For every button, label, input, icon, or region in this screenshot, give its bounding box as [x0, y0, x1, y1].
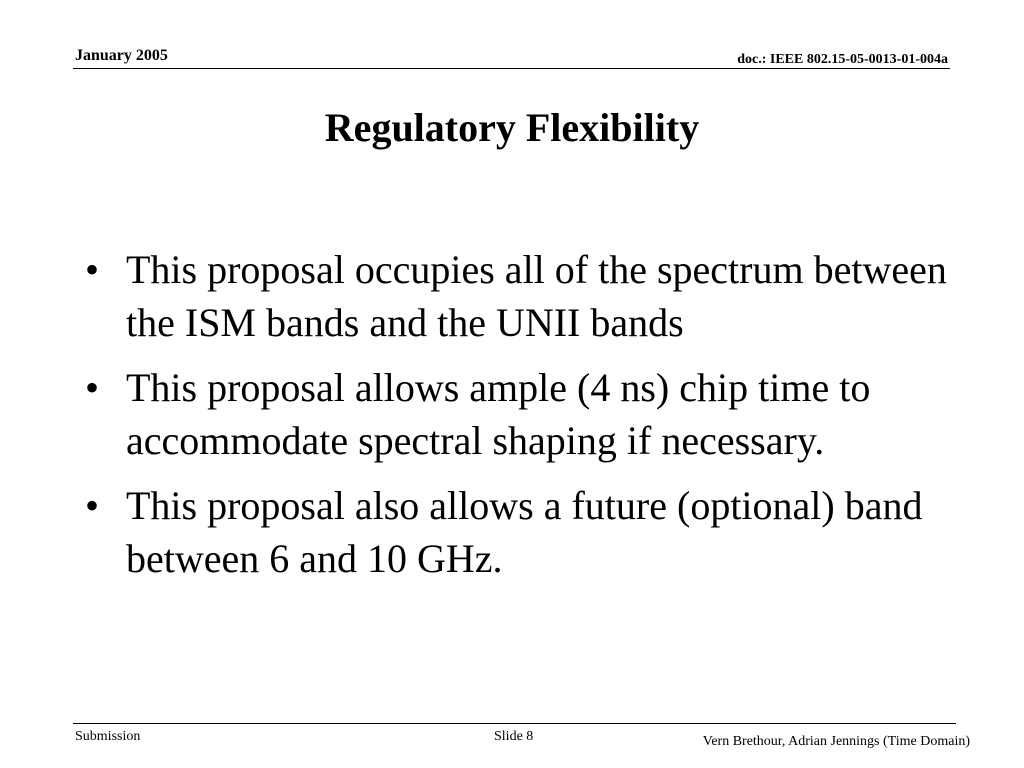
slide-title: Regulatory Flexibility [324, 105, 700, 150]
bullet-text: This proposal allows ample (4 ns) chip time to accommodate spectral shaping if necessary. [126, 365, 871, 463]
bullet-list [80, 243, 960, 597]
header-doc-id: doc.: IEEE 802.15-05-0013-01-004a [737, 52, 948, 67]
footer-submission: Submission [75, 729, 141, 744]
footer-authors: Vern Brethour, Adrian Jennings (Time Domain) [702, 734, 970, 749]
footer-divider [73, 723, 956, 724]
header-divider [73, 68, 950, 69]
bullet-item [80, 479, 960, 585]
bullet-marker: • [85, 365, 100, 410]
header-date: January 2005 [75, 47, 168, 64]
bullet-text: This proposal occupies all of the spectrum between the ISM bands and the UNII bands [126, 247, 947, 345]
bullet-item [80, 361, 960, 467]
bullet-marker: • [85, 483, 100, 528]
bullet-text: This proposal also allows a future (optional) band between 6 and 10 GHz. [126, 483, 923, 581]
bullet-marker: • [85, 247, 100, 292]
footer-slide-number: Slide 8 [494, 729, 534, 744]
bullet-item [80, 243, 960, 349]
